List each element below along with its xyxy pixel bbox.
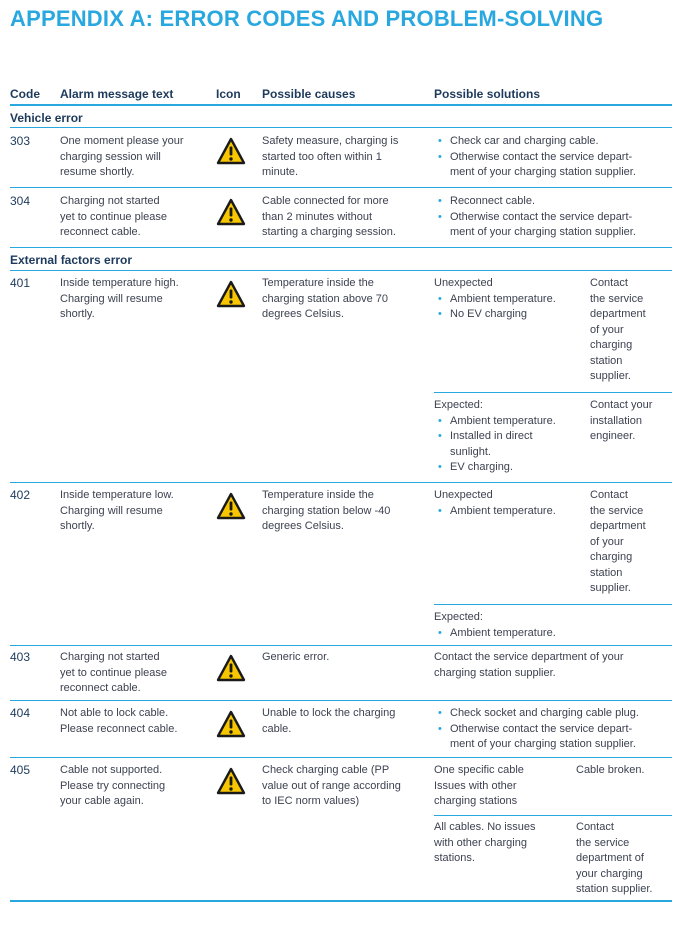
alarm-message	[60, 134, 184, 181]
warning-triangle-icon	[216, 767, 246, 795]
possible-cause	[262, 194, 396, 241]
text-line: Inside temperature low.	[60, 489, 174, 501]
text-line: of your	[590, 323, 624, 336]
warning-triangle-icon	[216, 654, 246, 682]
text-line: • Ambient temperature.	[450, 504, 556, 517]
row-divider	[10, 645, 672, 646]
alarm-message	[60, 650, 167, 697]
text-line: yet to continue please	[60, 666, 168, 679]
text-line: degrees Celsius.	[262, 520, 344, 532]
text-line: your charging	[576, 867, 643, 880]
text-line: the service	[590, 504, 644, 517]
text-line: • Reconnect cable.	[450, 195, 535, 207]
text-line: Contact your	[590, 399, 653, 411]
row-divider	[10, 187, 672, 188]
error-code: 303	[10, 134, 31, 148]
list-item	[434, 414, 556, 430]
condition-all-cables	[434, 820, 536, 867]
recommended-action	[576, 763, 645, 779]
text-line: Contact the service department of your	[434, 651, 624, 663]
text-line: charging station below -40	[262, 504, 391, 517]
text-line: Not able to lock cable.	[60, 707, 169, 719]
text-line: Temperature inside the	[262, 277, 374, 289]
condition-label: Unexpected	[434, 489, 493, 501]
text-line: charging	[590, 339, 633, 351]
condition-label: Expected:	[434, 611, 483, 623]
possible-cause	[262, 706, 395, 737]
text-line: degrees Celsius.	[262, 308, 344, 320]
text-line: starting a charging session.	[262, 226, 396, 238]
section-title-external-factors-error: External factors error	[10, 253, 133, 267]
condition-label: Unexpected	[434, 277, 493, 289]
page-title: APPENDIX A: ERROR CODES AND PROBLEM-SOLVING	[10, 6, 604, 31]
error-code: 304	[10, 194, 31, 208]
condition-label: Expected:	[434, 399, 483, 411]
column-header-solutions: Possible solutions	[434, 87, 541, 101]
text-line: • Otherwise contact the service depart-	[450, 722, 633, 735]
possible-cause	[262, 763, 401, 810]
text-line: Contact	[590, 277, 628, 289]
solution-list	[434, 706, 639, 753]
text-line: shortly.	[60, 308, 95, 320]
text-line: Inside temperature high.	[60, 277, 179, 289]
text-line: minute.	[262, 166, 299, 178]
condition-expected	[434, 398, 556, 476]
column-header-causes: Possible causes	[262, 87, 356, 101]
text-line: yet to continue please	[60, 210, 168, 223]
text-line: sunlight.	[450, 445, 491, 458]
text-line: One moment please your	[60, 135, 184, 147]
warning-triangle-icon	[216, 710, 246, 738]
possible-cause	[262, 488, 390, 535]
text-line: Generic error.	[262, 651, 330, 663]
text-line: Cable not supported.	[60, 764, 163, 776]
text-line: Contact	[590, 489, 628, 501]
text-line: than 2 minutes without	[262, 210, 373, 223]
text-line: station supplier.	[576, 883, 653, 895]
list-item	[434, 706, 639, 722]
list-item	[434, 460, 556, 476]
text-line: department	[590, 308, 646, 320]
text-line: Charging will resume	[60, 504, 163, 517]
text-line: the service	[576, 836, 630, 849]
warning-triangle-icon	[216, 198, 246, 226]
condition-list	[434, 504, 556, 520]
text-line: of your	[590, 535, 624, 548]
list-item	[434, 292, 556, 308]
list-item	[434, 307, 556, 323]
text-line: • Otherwise contact the service depart-	[450, 150, 633, 163]
text-line: • Check car and charging cable.	[450, 135, 599, 147]
text-line: • Check socket and charging cable plug.	[450, 707, 639, 719]
text-line: • Otherwise contact the service depart-	[450, 210, 633, 223]
text-line: charging station above 70	[262, 292, 388, 305]
text-line: to IEC norm values)	[262, 795, 360, 807]
condition-unexpected	[434, 488, 556, 519]
text-line: Please try connecting	[60, 779, 166, 792]
text-line: Issues with other	[434, 779, 517, 792]
solution-text	[434, 650, 624, 681]
text-line: charging stations	[434, 795, 518, 807]
text-line: your cable again.	[60, 795, 144, 807]
condition-unexpected	[434, 276, 556, 323]
list-item	[434, 194, 636, 210]
possible-cause	[262, 276, 388, 323]
error-code: 401	[10, 276, 31, 290]
list-item	[434, 210, 636, 241]
text-line: Check charging cable (PP	[262, 764, 390, 776]
table-bottom-border	[10, 900, 672, 902]
possible-cause	[262, 650, 329, 666]
sub-row-divider	[434, 815, 672, 816]
text-line: • Ambient temperature.	[450, 626, 556, 639]
column-header-icon: Icon	[216, 87, 241, 101]
column-header-message: Alarm message text	[60, 87, 174, 101]
text-line: department of	[576, 852, 644, 864]
text-line: Please reconnect cable.	[60, 722, 178, 735]
text-line: supplier.	[590, 582, 631, 594]
recommended-action	[590, 488, 646, 597]
text-line: stations.	[434, 852, 475, 864]
list-item	[434, 150, 636, 181]
text-line: ment of your charging station supplier.	[450, 226, 636, 238]
text-line: • Installed in direct	[450, 430, 533, 442]
solution-list	[434, 134, 636, 181]
text-line: the service	[590, 292, 644, 305]
alarm-message	[60, 706, 177, 737]
error-code: 404	[10, 706, 31, 720]
text-line: ment of your charging station supplier.	[450, 738, 636, 750]
text-line: Charging will resume	[60, 292, 163, 305]
text-line: Unable to lock the charging	[262, 707, 396, 719]
alarm-message	[60, 488, 174, 535]
text-line: • No EV charging	[450, 308, 528, 320]
text-line: ment of your charging station supplier.	[450, 166, 636, 178]
text-line: department	[590, 520, 646, 532]
text-line: supplier.	[590, 370, 631, 382]
text-line: Cable connected for more	[262, 195, 389, 207]
alarm-message	[60, 194, 167, 241]
text-line: charging	[590, 551, 633, 563]
alarm-message	[60, 276, 179, 323]
header-divider	[10, 104, 672, 106]
row-divider	[10, 482, 672, 483]
text-line: One specific cable	[434, 764, 524, 776]
text-line: station	[590, 566, 623, 579]
condition-list	[434, 292, 556, 323]
text-line: Charging not started	[60, 651, 160, 663]
list-item	[434, 722, 639, 753]
text-line: • Ambient temperature.	[450, 414, 556, 427]
text-line: with other charging	[434, 836, 527, 849]
text-line: • EV charging.	[450, 461, 513, 473]
row-divider	[10, 700, 672, 701]
text-line: Cable broken.	[576, 764, 645, 776]
text-line: shortly.	[60, 520, 95, 532]
recommended-action	[590, 398, 652, 445]
text-line: Contact	[576, 821, 614, 833]
list-item	[434, 134, 636, 150]
section-title-vehicle-error: Vehicle error	[10, 111, 83, 125]
recommended-action	[576, 820, 652, 898]
text-line: reconnect cable.	[60, 682, 141, 694]
text-line: • Ambient temperature.	[450, 292, 556, 305]
text-line: Safety measure, charging is	[262, 135, 399, 147]
error-code: 403	[10, 650, 31, 664]
alarm-message	[60, 763, 165, 810]
solution-list	[434, 194, 636, 241]
text-line: engineer.	[590, 430, 636, 442]
text-line: All cables. No issues	[434, 821, 536, 833]
text-line: Charging not started	[60, 195, 160, 207]
text-line: installation	[590, 414, 642, 427]
condition-specific-cable	[434, 763, 524, 810]
list-item	[434, 504, 556, 520]
recommended-action	[590, 276, 646, 385]
text-line: Temperature inside the	[262, 489, 374, 501]
warning-triangle-icon	[216, 492, 246, 520]
condition-expected	[434, 610, 556, 641]
text-line: started too often within 1	[262, 150, 382, 163]
condition-list	[434, 414, 556, 476]
text-line: station	[590, 354, 623, 367]
warning-triangle-icon	[216, 137, 246, 165]
error-code: 402	[10, 488, 31, 502]
text-line: resume shortly.	[60, 166, 135, 178]
possible-cause	[262, 134, 398, 181]
row-divider	[10, 757, 672, 758]
column-header-code: Code	[10, 87, 40, 101]
section-divider	[10, 270, 672, 271]
section-divider	[10, 127, 672, 128]
condition-list	[434, 626, 556, 642]
list-item	[434, 429, 556, 460]
sub-row-divider	[434, 604, 672, 605]
sub-row-divider	[434, 392, 672, 393]
error-code: 405	[10, 763, 31, 777]
list-item	[434, 626, 556, 642]
text-line: reconnect cable.	[60, 226, 141, 238]
warning-triangle-icon	[216, 280, 246, 308]
text-line: charging station supplier.	[434, 666, 556, 679]
text-line: charging session will	[60, 150, 161, 163]
row-divider	[10, 247, 672, 248]
text-line: value out of range according	[262, 779, 401, 792]
text-line: cable.	[262, 722, 292, 735]
